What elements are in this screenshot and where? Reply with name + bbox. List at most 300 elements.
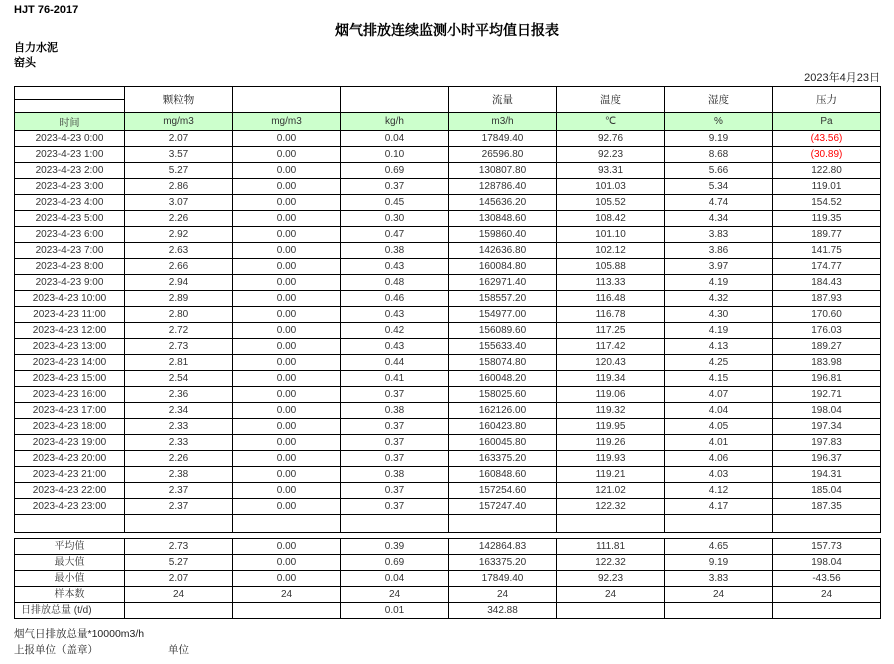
table-row bbox=[15, 307, 881, 323]
unit-header-row bbox=[15, 113, 881, 131]
time-cell: 2023-4-23 18:00 bbox=[15, 419, 125, 435]
time-cell: 2023-4-23 1:00 bbox=[15, 147, 125, 163]
value-cell: 93.31 bbox=[557, 163, 665, 179]
value-cell: 119.35 bbox=[773, 211, 881, 227]
value-cell: 157254.60 bbox=[449, 483, 557, 499]
value-cell: 3.83 bbox=[665, 227, 773, 243]
value-cell: 113.33 bbox=[557, 275, 665, 291]
value-cell: 122.80 bbox=[773, 163, 881, 179]
value-cell: 158557.20 bbox=[449, 291, 557, 307]
summary-value-cell: 24 bbox=[665, 587, 773, 603]
value-cell: 0.46 bbox=[341, 291, 449, 307]
value-cell: 2.38 bbox=[125, 467, 233, 483]
summary-value-cell: 24 bbox=[773, 587, 881, 603]
time-header-lower bbox=[15, 100, 124, 112]
value-cell: 189.77 bbox=[773, 227, 881, 243]
value-cell: 116.48 bbox=[557, 291, 665, 307]
value-cell: (43.56) bbox=[773, 131, 881, 147]
summary-value-cell bbox=[557, 603, 665, 619]
table-row bbox=[15, 387, 881, 403]
table-row bbox=[15, 403, 881, 419]
value-cell: 3.57 bbox=[125, 147, 233, 163]
value-cell: 102.12 bbox=[557, 243, 665, 259]
group-header-row bbox=[15, 87, 881, 113]
unit-percent: % bbox=[665, 113, 773, 131]
table-row bbox=[15, 435, 881, 451]
value-cell: 0.00 bbox=[233, 211, 341, 227]
value-cell: 162971.40 bbox=[449, 275, 557, 291]
value-cell: 160084.80 bbox=[449, 259, 557, 275]
value-cell: 0.37 bbox=[341, 483, 449, 499]
value-cell: 0.00 bbox=[233, 483, 341, 499]
value-cell: 0.00 bbox=[233, 419, 341, 435]
time-cell: 2023-4-23 14:00 bbox=[15, 355, 125, 371]
value-cell: 0.00 bbox=[233, 275, 341, 291]
value-cell: 117.25 bbox=[557, 323, 665, 339]
time-cell: 2023-4-23 19:00 bbox=[15, 435, 125, 451]
value-cell: 4.06 bbox=[665, 451, 773, 467]
value-cell: 4.03 bbox=[665, 467, 773, 483]
time-cell: 2023-4-23 0:00 bbox=[15, 131, 125, 147]
summary-value-cell: -43.56 bbox=[773, 571, 881, 587]
unit-mgm3-1: mg/m3 bbox=[125, 113, 233, 131]
value-cell: 2.34 bbox=[125, 403, 233, 419]
table-row bbox=[15, 275, 881, 291]
time-cell: 2023-4-23 10:00 bbox=[15, 291, 125, 307]
page-title: 烟气排放连续监测小时平均值日报表 bbox=[335, 22, 559, 38]
value-cell: 4.30 bbox=[665, 307, 773, 323]
summary-row bbox=[15, 571, 881, 587]
value-cell: 196.37 bbox=[773, 451, 881, 467]
value-cell: 0.00 bbox=[233, 323, 341, 339]
value-cell: 0.00 bbox=[233, 291, 341, 307]
value-cell: 9.19 bbox=[665, 131, 773, 147]
value-cell: 196.81 bbox=[773, 371, 881, 387]
value-cell: 0.00 bbox=[233, 499, 341, 515]
value-cell: 2.89 bbox=[125, 291, 233, 307]
blank-cell bbox=[557, 515, 665, 533]
value-cell: 108.42 bbox=[557, 211, 665, 227]
value-cell: 0.41 bbox=[341, 371, 449, 387]
time-cell: 2023-4-23 16:00 bbox=[15, 387, 125, 403]
time-cell: 2023-4-23 17:00 bbox=[15, 403, 125, 419]
value-cell: 0.47 bbox=[341, 227, 449, 243]
summary-value-cell: 157.73 bbox=[773, 539, 881, 555]
blank-cell bbox=[15, 515, 125, 533]
value-cell: 187.35 bbox=[773, 499, 881, 515]
unit-celsius: ℃ bbox=[557, 113, 665, 131]
value-cell: 0.00 bbox=[233, 227, 341, 243]
value-cell: 119.95 bbox=[557, 419, 665, 435]
station-name: 窑头 bbox=[14, 57, 36, 69]
value-cell: 0.00 bbox=[233, 243, 341, 259]
blank-cell bbox=[449, 515, 557, 533]
value-cell: 174.77 bbox=[773, 259, 881, 275]
value-cell: 0.37 bbox=[341, 435, 449, 451]
col-header-blank-1 bbox=[233, 87, 341, 113]
value-cell: 128786.40 bbox=[449, 179, 557, 195]
summary-value-cell bbox=[773, 603, 881, 619]
value-cell: 184.43 bbox=[773, 275, 881, 291]
value-cell: 130848.60 bbox=[449, 211, 557, 227]
value-cell: 158074.80 bbox=[449, 355, 557, 371]
value-cell: 0.00 bbox=[233, 179, 341, 195]
time-cell: 2023-4-23 11:00 bbox=[15, 307, 125, 323]
value-cell: 4.32 bbox=[665, 291, 773, 307]
value-cell: 142636.80 bbox=[449, 243, 557, 259]
value-cell: 101.03 bbox=[557, 179, 665, 195]
value-cell: 17849.40 bbox=[449, 131, 557, 147]
time-cell: 2023-4-23 8:00 bbox=[15, 259, 125, 275]
summary-value-cell: 111.81 bbox=[557, 539, 665, 555]
table-row bbox=[15, 499, 881, 515]
value-cell: 92.76 bbox=[557, 131, 665, 147]
value-cell: 3.07 bbox=[125, 195, 233, 211]
value-cell: 121.02 bbox=[557, 483, 665, 499]
value-cell: 154.52 bbox=[773, 195, 881, 211]
summary-value-cell: 0.04 bbox=[341, 571, 449, 587]
value-cell: 4.07 bbox=[665, 387, 773, 403]
time-cell: 2023-4-23 23:00 bbox=[15, 499, 125, 515]
col-header-particulate: 颗粒物 bbox=[125, 87, 233, 113]
time-cell: 2023-4-23 13:00 bbox=[15, 339, 125, 355]
value-cell: 2.63 bbox=[125, 243, 233, 259]
value-cell: 4.12 bbox=[665, 483, 773, 499]
company-name: 自力水泥 bbox=[14, 42, 58, 54]
value-cell: 2.54 bbox=[125, 371, 233, 387]
value-cell: 92.23 bbox=[557, 147, 665, 163]
time-cell: 2023-4-23 3:00 bbox=[15, 179, 125, 195]
value-cell: 0.37 bbox=[341, 499, 449, 515]
time-cell: 2023-4-23 5:00 bbox=[15, 211, 125, 227]
summary-row bbox=[15, 539, 881, 555]
table-row bbox=[15, 131, 881, 147]
value-cell: 189.27 bbox=[773, 339, 881, 355]
table-row bbox=[15, 451, 881, 467]
table-row bbox=[15, 467, 881, 483]
value-cell: 0.00 bbox=[233, 355, 341, 371]
value-cell: 105.52 bbox=[557, 195, 665, 211]
value-cell: 0.37 bbox=[341, 451, 449, 467]
time-header-split-cell bbox=[15, 87, 125, 113]
time-cell: 2023-4-23 2:00 bbox=[15, 163, 125, 179]
value-cell: 0.44 bbox=[341, 355, 449, 371]
value-cell: 170.60 bbox=[773, 307, 881, 323]
summary-value-cell: 24 bbox=[557, 587, 665, 603]
summary-value-cell: 4.65 bbox=[665, 539, 773, 555]
value-cell: 0.38 bbox=[341, 243, 449, 259]
value-cell: 0.00 bbox=[233, 371, 341, 387]
value-cell: 119.21 bbox=[557, 467, 665, 483]
value-cell: 157247.40 bbox=[449, 499, 557, 515]
value-cell: 2.36 bbox=[125, 387, 233, 403]
col-header-pressure: 压力 bbox=[773, 87, 881, 113]
value-cell: 0.10 bbox=[341, 147, 449, 163]
unit-kgh: kg/h bbox=[341, 113, 449, 131]
summary-value-cell: 92.23 bbox=[557, 571, 665, 587]
time-cell: 2023-4-23 12:00 bbox=[15, 323, 125, 339]
time-cell: 2023-4-23 15:00 bbox=[15, 371, 125, 387]
table-row bbox=[15, 371, 881, 387]
time-cell: 2023-4-23 4:00 bbox=[15, 195, 125, 211]
value-cell: 119.93 bbox=[557, 451, 665, 467]
value-cell: 122.32 bbox=[557, 499, 665, 515]
unit-stamp-label: 单位 bbox=[168, 644, 189, 656]
value-cell: 101.10 bbox=[557, 227, 665, 243]
table-row bbox=[15, 419, 881, 435]
value-cell: 0.37 bbox=[341, 179, 449, 195]
value-cell: 2.26 bbox=[125, 211, 233, 227]
blank-cell bbox=[341, 515, 449, 533]
standard-code: HJT 76-2017 bbox=[14, 4, 79, 16]
value-cell: 5.34 bbox=[665, 179, 773, 195]
value-cell: 0.00 bbox=[233, 435, 341, 451]
value-cell: 160048.20 bbox=[449, 371, 557, 387]
value-cell: 3.97 bbox=[665, 259, 773, 275]
value-cell: 4.25 bbox=[665, 355, 773, 371]
value-cell: 4.74 bbox=[665, 195, 773, 211]
value-cell: 176.03 bbox=[773, 323, 881, 339]
value-cell: 2.92 bbox=[125, 227, 233, 243]
value-cell: (30.89) bbox=[773, 147, 881, 163]
value-cell: 0.43 bbox=[341, 307, 449, 323]
table-row bbox=[15, 163, 881, 179]
col-header-flow: 流量 bbox=[449, 87, 557, 113]
summary-value-cell: 3.83 bbox=[665, 571, 773, 587]
time-cell: 2023-4-23 22:00 bbox=[15, 483, 125, 499]
value-cell: 0.00 bbox=[233, 451, 341, 467]
table-row bbox=[15, 243, 881, 259]
value-cell: 4.15 bbox=[665, 371, 773, 387]
summary-value-cell: 198.04 bbox=[773, 555, 881, 571]
value-cell: 116.78 bbox=[557, 307, 665, 323]
value-cell: 198.04 bbox=[773, 403, 881, 419]
summary-label-cell: 样本数 bbox=[15, 587, 125, 603]
value-cell: 119.34 bbox=[557, 371, 665, 387]
unit-pa: Pa bbox=[773, 113, 881, 131]
summary-value-cell: 9.19 bbox=[665, 555, 773, 571]
table-row bbox=[15, 355, 881, 371]
time-header-upper bbox=[15, 87, 124, 100]
summary-row bbox=[15, 603, 881, 619]
summary-value-cell: 0.01 bbox=[341, 603, 449, 619]
value-cell: 5.27 bbox=[125, 163, 233, 179]
value-cell: 2.86 bbox=[125, 179, 233, 195]
unit-m3h: m3/h bbox=[449, 113, 557, 131]
summary-value-cell bbox=[665, 603, 773, 619]
value-cell: 2.80 bbox=[125, 307, 233, 323]
summary-table bbox=[14, 538, 881, 619]
value-cell: 4.17 bbox=[665, 499, 773, 515]
value-cell: 156089.60 bbox=[449, 323, 557, 339]
value-cell: 0.00 bbox=[233, 467, 341, 483]
value-cell: 2.94 bbox=[125, 275, 233, 291]
value-cell: 4.01 bbox=[665, 435, 773, 451]
value-cell: 0.38 bbox=[341, 403, 449, 419]
value-cell: 4.13 bbox=[665, 339, 773, 355]
value-cell: 141.75 bbox=[773, 243, 881, 259]
summary-value-cell: 0.00 bbox=[233, 539, 341, 555]
value-cell: 2.33 bbox=[125, 435, 233, 451]
value-cell: 4.05 bbox=[665, 419, 773, 435]
value-cell: 5.66 bbox=[665, 163, 773, 179]
summary-value-cell: 24 bbox=[449, 587, 557, 603]
col-header-blank-2 bbox=[341, 87, 449, 113]
value-cell: 0.48 bbox=[341, 275, 449, 291]
report-date: 2023年4月23日 bbox=[804, 72, 880, 84]
value-cell: 0.43 bbox=[341, 259, 449, 275]
summary-label-cell: 平均值 bbox=[15, 539, 125, 555]
blank-row bbox=[15, 515, 881, 533]
value-cell: 197.83 bbox=[773, 435, 881, 451]
summary-row bbox=[15, 555, 881, 571]
summary-value-cell: 0.00 bbox=[233, 571, 341, 587]
value-cell: 155633.40 bbox=[449, 339, 557, 355]
value-cell: 187.93 bbox=[773, 291, 881, 307]
value-cell: 158025.60 bbox=[449, 387, 557, 403]
blank-cell bbox=[665, 515, 773, 533]
summary-value-cell: 17849.40 bbox=[449, 571, 557, 587]
hourly-data-table bbox=[14, 86, 881, 533]
footer-note: 烟气日排放总量*10000m3/h bbox=[14, 628, 145, 640]
value-cell: 0.00 bbox=[233, 339, 341, 355]
summary-value-cell bbox=[125, 603, 233, 619]
value-cell: 0.00 bbox=[233, 195, 341, 211]
summary-label-cell: 最大值 bbox=[15, 555, 125, 571]
summary-label-cell: 最小值 bbox=[15, 571, 125, 587]
summary-value-cell: 2.07 bbox=[125, 571, 233, 587]
value-cell: 0.37 bbox=[341, 419, 449, 435]
value-cell: 119.32 bbox=[557, 403, 665, 419]
summary-value-cell: 342.88 bbox=[449, 603, 557, 619]
value-cell: 154977.00 bbox=[449, 307, 557, 323]
summary-value-cell: 24 bbox=[341, 587, 449, 603]
value-cell: 160045.80 bbox=[449, 435, 557, 451]
blank-cell bbox=[773, 515, 881, 533]
value-cell: 197.34 bbox=[773, 419, 881, 435]
summary-value-cell: 24 bbox=[233, 587, 341, 603]
summary-value-cell: 142864.83 bbox=[449, 539, 557, 555]
summary-value-cell: 0.39 bbox=[341, 539, 449, 555]
summary-value-cell: 2.73 bbox=[125, 539, 233, 555]
value-cell: 105.88 bbox=[557, 259, 665, 275]
table-row bbox=[15, 483, 881, 499]
summary-value-cell: 5.27 bbox=[125, 555, 233, 571]
table-row bbox=[15, 211, 881, 227]
summary-value-cell bbox=[233, 603, 341, 619]
value-cell: 0.00 bbox=[233, 163, 341, 179]
table-row bbox=[15, 259, 881, 275]
value-cell: 0.00 bbox=[233, 131, 341, 147]
summary-row bbox=[15, 587, 881, 603]
time-cell: 2023-4-23 9:00 bbox=[15, 275, 125, 291]
table-row bbox=[15, 195, 881, 211]
value-cell: 2.81 bbox=[125, 355, 233, 371]
report-unit-label: 上报单位（盖章） bbox=[14, 644, 98, 656]
value-cell: 0.00 bbox=[233, 307, 341, 323]
value-cell: 3.86 bbox=[665, 243, 773, 259]
value-cell: 117.42 bbox=[557, 339, 665, 355]
time-cell: 2023-4-23 20:00 bbox=[15, 451, 125, 467]
value-cell: 2.26 bbox=[125, 451, 233, 467]
value-cell: 160423.80 bbox=[449, 419, 557, 435]
value-cell: 0.37 bbox=[341, 387, 449, 403]
value-cell: 0.30 bbox=[341, 211, 449, 227]
summary-value-cell: 0.69 bbox=[341, 555, 449, 571]
unit-time: 时间 bbox=[15, 113, 125, 131]
table-row bbox=[15, 291, 881, 307]
value-cell: 0.00 bbox=[233, 403, 341, 419]
col-header-temperature: 温度 bbox=[557, 87, 665, 113]
value-cell: 4.34 bbox=[665, 211, 773, 227]
value-cell: 26596.80 bbox=[449, 147, 557, 163]
value-cell: 160848.60 bbox=[449, 467, 557, 483]
time-cell: 2023-4-23 21:00 bbox=[15, 467, 125, 483]
value-cell: 0.04 bbox=[341, 131, 449, 147]
value-cell: 2.37 bbox=[125, 499, 233, 515]
value-cell: 0.00 bbox=[233, 259, 341, 275]
value-cell: 119.26 bbox=[557, 435, 665, 451]
value-cell: 4.19 bbox=[665, 323, 773, 339]
summary-label-cell: 日排放总量 (t/d) bbox=[15, 603, 125, 619]
blank-cell bbox=[233, 515, 341, 533]
value-cell: 2.72 bbox=[125, 323, 233, 339]
value-cell: 0.00 bbox=[233, 147, 341, 163]
value-cell: 0.69 bbox=[341, 163, 449, 179]
value-cell: 4.04 bbox=[665, 403, 773, 419]
table-row bbox=[15, 179, 881, 195]
table-row bbox=[15, 147, 881, 163]
value-cell: 2.33 bbox=[125, 419, 233, 435]
value-cell: 2.37 bbox=[125, 483, 233, 499]
value-cell: 145636.20 bbox=[449, 195, 557, 211]
time-cell: 2023-4-23 6:00 bbox=[15, 227, 125, 243]
value-cell: 0.00 bbox=[233, 387, 341, 403]
value-cell: 119.06 bbox=[557, 387, 665, 403]
table-row bbox=[15, 323, 881, 339]
table-row bbox=[15, 339, 881, 355]
value-cell: 120.43 bbox=[557, 355, 665, 371]
unit-mgm3-2: mg/m3 bbox=[233, 113, 341, 131]
value-cell: 163375.20 bbox=[449, 451, 557, 467]
value-cell: 2.07 bbox=[125, 131, 233, 147]
summary-value-cell: 163375.20 bbox=[449, 555, 557, 571]
value-cell: 162126.00 bbox=[449, 403, 557, 419]
value-cell: 0.38 bbox=[341, 467, 449, 483]
value-cell: 2.73 bbox=[125, 339, 233, 355]
value-cell: 194.31 bbox=[773, 467, 881, 483]
summary-value-cell: 24 bbox=[125, 587, 233, 603]
value-cell: 119.01 bbox=[773, 179, 881, 195]
value-cell: 4.19 bbox=[665, 275, 773, 291]
table-row bbox=[15, 227, 881, 243]
summary-value-cell: 0.00 bbox=[233, 555, 341, 571]
value-cell: 2.66 bbox=[125, 259, 233, 275]
time-cell: 2023-4-23 7:00 bbox=[15, 243, 125, 259]
value-cell: 0.42 bbox=[341, 323, 449, 339]
value-cell: 183.98 bbox=[773, 355, 881, 371]
value-cell: 0.45 bbox=[341, 195, 449, 211]
value-cell: 0.43 bbox=[341, 339, 449, 355]
summary-value-cell: 122.32 bbox=[557, 555, 665, 571]
value-cell: 192.71 bbox=[773, 387, 881, 403]
blank-cell bbox=[125, 515, 233, 533]
col-header-humidity: 湿度 bbox=[665, 87, 773, 113]
value-cell: 130807.80 bbox=[449, 163, 557, 179]
value-cell: 159860.40 bbox=[449, 227, 557, 243]
value-cell: 8.68 bbox=[665, 147, 773, 163]
value-cell: 185.04 bbox=[773, 483, 881, 499]
